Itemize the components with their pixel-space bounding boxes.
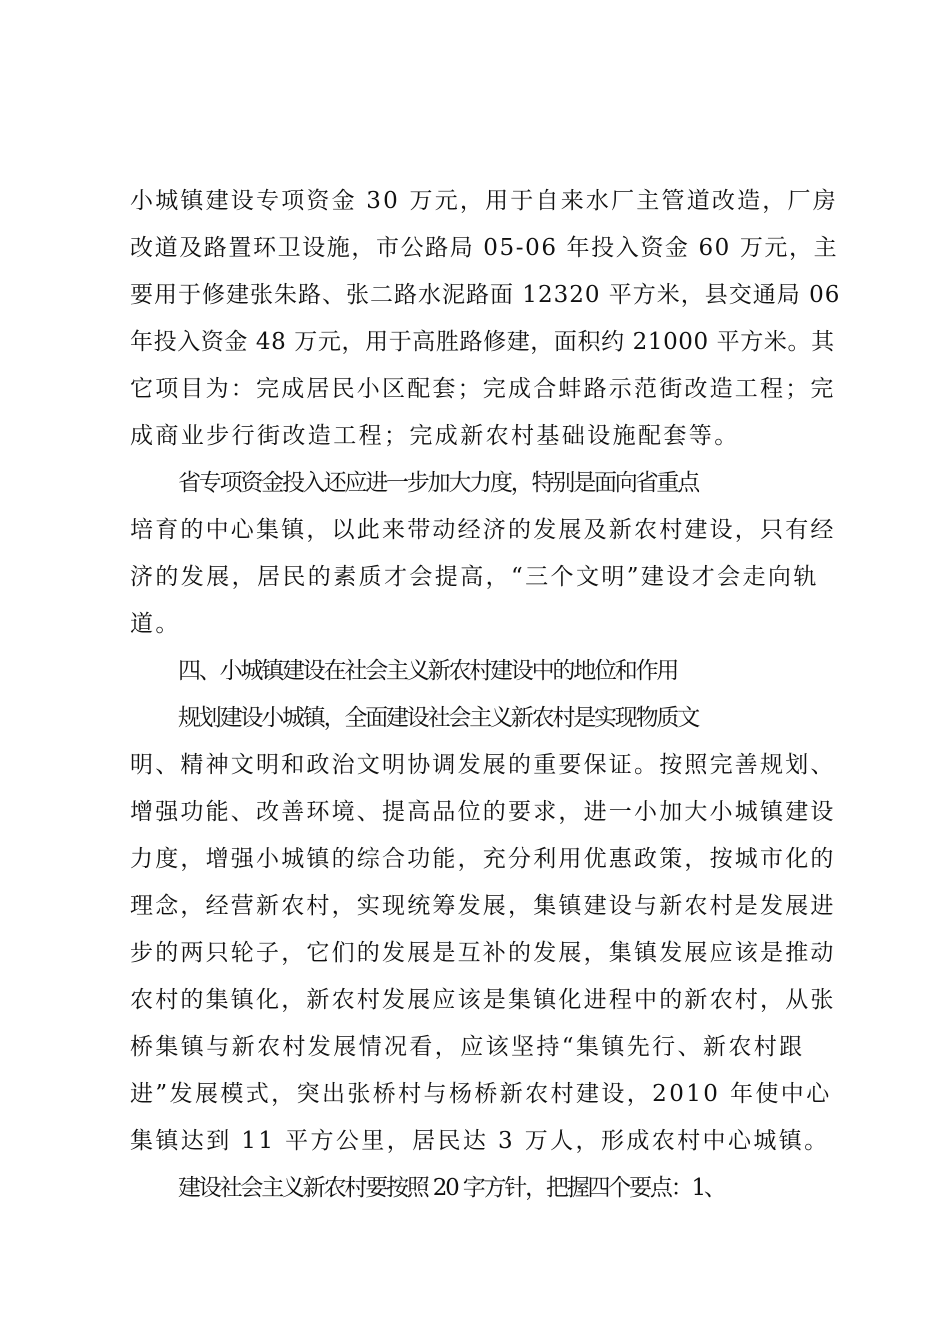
text-line: 农村的集镇化，新农村发展应该是集镇化进程中的新农村，从张	[130, 987, 836, 1013]
text-line: 它项目为：完成居民小区配套；完成合蚌路示范街改造工程；完	[130, 376, 836, 402]
text-line: 年投入资金 48 万元，用于高胜路修建，面积约 21000 平方米。其	[130, 329, 835, 355]
text-line: 培育的中心集镇，以此来带动经济的发展及新农村建设，只有经	[130, 517, 836, 543]
paragraph-first-line: 规划建设小城镇，全面建设社会主义新农村是实现物质文	[178, 705, 699, 731]
text-line: 道。	[130, 611, 181, 637]
text-line: 小城镇建设专项资金 30 万元，用于自来水厂主管道改造，厂房	[130, 188, 838, 214]
section-heading: 四、小城镇建设在社会主义新农村建设中的地位和作用	[178, 658, 678, 684]
text-line: 桥集镇与新农村发展情况看，应该坚持“集镇先行、新农村跟	[130, 1034, 805, 1060]
text-line: 济的发展，居民的素质才会提高，“三个文明”建设才会走向轨	[130, 564, 819, 590]
text-line: 明、精神文明和政治文明协调发展的重要保证。按照完善规划、	[130, 752, 836, 778]
paragraph-first-line: 建设社会主义新农村要按照 20 字方针，把握四个要点：1、	[178, 1175, 725, 1201]
text-line: 进”发展模式，突出张桥村与杨桥新农村建设，2010 年使中心	[130, 1081, 832, 1107]
paragraph-first-line: 省专项资金投入还应进一步加大力度，特别是面向省重点	[178, 470, 699, 496]
text-line: 力度，增强小城镇的综合功能，充分利用优惠政策，按城市化的	[130, 846, 836, 872]
text-line: 集镇达到 11 平方公里，居民达 3 万人，形成农村中心城镇。	[130, 1128, 830, 1154]
text-line: 要用于修建张朱路、张二路水泥路面 12320 平方米，县交通局 06	[130, 282, 841, 308]
text-line: 步的两只轮子，它们的发展是互补的发展，集镇发展应该是推动	[130, 940, 836, 966]
text-line: 理念，经营新农村，实现统筹发展，集镇建设与新农村是发展进	[130, 893, 836, 919]
text-line: 改道及路置环卫设施，市公路局 05-06 年投入资金 60 万元，主	[130, 235, 839, 261]
text-line: 成商业步行街改造工程；完成新农村基础设施配套等。	[130, 423, 740, 449]
text-line: 增强功能、改善环境、提高品位的要求，进一小加大小城镇建设	[130, 799, 836, 825]
